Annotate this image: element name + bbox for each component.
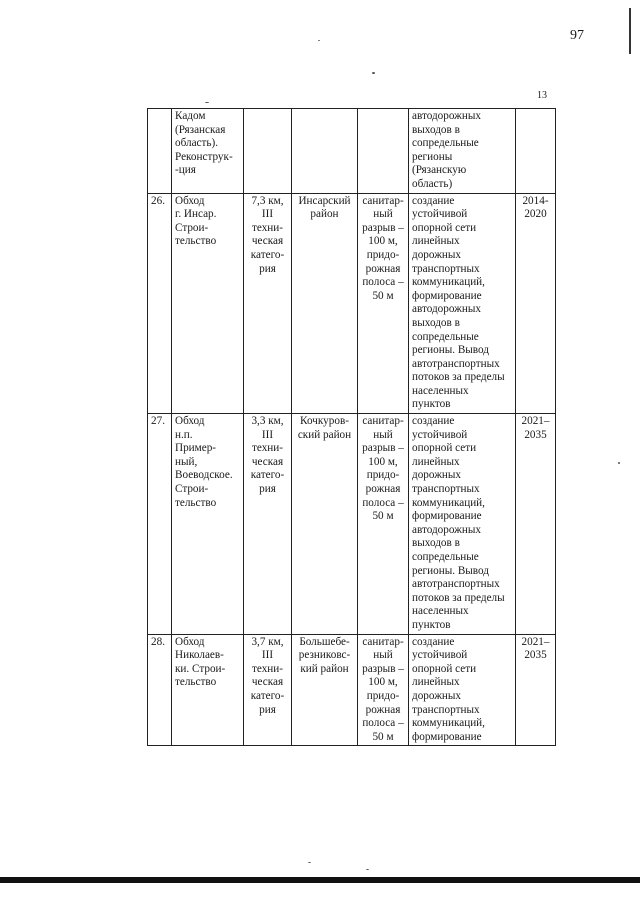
purpose-cell: создание устойчивой опорной сети линейных дорожных транспортных коммуникаций, формирование автодорожных выходов в сопредельные регионы. Вывод автотранспортных потоков за пределы населенных пунктов bbox=[409, 414, 516, 635]
period-cell bbox=[516, 109, 556, 194]
protection-zone-cell: санитар- ный разрыв – 100 м, придо- рожная полоса – 50 м bbox=[358, 634, 409, 746]
row-number-cell: 28. bbox=[148, 634, 172, 746]
district-cell: Инсарский район bbox=[292, 193, 358, 414]
scan-speck bbox=[318, 40, 320, 41]
scan-speck bbox=[308, 862, 311, 863]
district-cell: Большебе- резниковс- кий район bbox=[292, 634, 358, 746]
table-row bbox=[148, 109, 556, 194]
district-cell bbox=[292, 109, 358, 194]
scan-speck bbox=[372, 72, 375, 74]
row-number-cell: 26. bbox=[148, 193, 172, 414]
length-cell bbox=[244, 109, 292, 194]
district-cell: Кочкуров- ский район bbox=[292, 414, 358, 635]
page-number: 97 bbox=[570, 28, 584, 43]
period-cell: 2014- 2020 bbox=[516, 193, 556, 414]
object-name-cell: Кадом (Рязанская область). Реконструк- -ция bbox=[172, 109, 244, 194]
length-cell: 3,7 км, III техни- ческая катего- рия bbox=[244, 634, 292, 746]
table-row bbox=[148, 193, 556, 414]
length-cell: 3,3 км, III техни- ческая катего- рия bbox=[244, 414, 292, 635]
table-row bbox=[148, 414, 556, 635]
period-cell: 2021– 2035 bbox=[516, 414, 556, 635]
scan-speck bbox=[618, 462, 620, 464]
purpose-cell: создание устойчивой опорной сети линейных дорожных транспортных коммуникаций, формирование bbox=[409, 634, 516, 746]
table-row bbox=[148, 634, 556, 746]
scan-border-bar bbox=[0, 877, 640, 883]
row-number-cell bbox=[148, 109, 172, 194]
scan-edge-line bbox=[629, 8, 631, 54]
scan-speck bbox=[205, 102, 209, 103]
sub-page-number: 13 bbox=[537, 90, 547, 101]
protection-zone-cell: санитар- ный разрыв – 100 м, придо- рожная полоса – 50 м bbox=[358, 414, 409, 635]
protection-zone-cell bbox=[358, 109, 409, 194]
length-cell: 7,3 км, III техни- ческая катего- рия bbox=[244, 193, 292, 414]
purpose-cell: автодорожных выходов в сопредельные регионы (Рязанскую область) bbox=[409, 109, 516, 194]
object-name-cell: Обход Николаев- ки. Строи- тельство bbox=[172, 634, 244, 746]
row-number-cell: 27. bbox=[148, 414, 172, 635]
purpose-cell: создание устойчивой опорной сети линейных дорожных транспортных коммуникаций, формирование автодорожных выходов в сопредельные регионы. Вывод автотранспортных потоков за пределы населенных пунктов bbox=[409, 193, 516, 414]
object-name-cell: Обход н.п. Пример- ный, Воеводское. Строи- тельство bbox=[172, 414, 244, 635]
protection-zone-cell: санитар- ный разрыв – 100 м, придо- рожная полоса – 50 м bbox=[358, 193, 409, 414]
period-cell: 2021– 2035 bbox=[516, 634, 556, 746]
scan-speck bbox=[366, 869, 369, 870]
object-name-cell: Обход г. Инсар. Строи- тельство bbox=[172, 193, 244, 414]
document-table bbox=[147, 108, 556, 746]
